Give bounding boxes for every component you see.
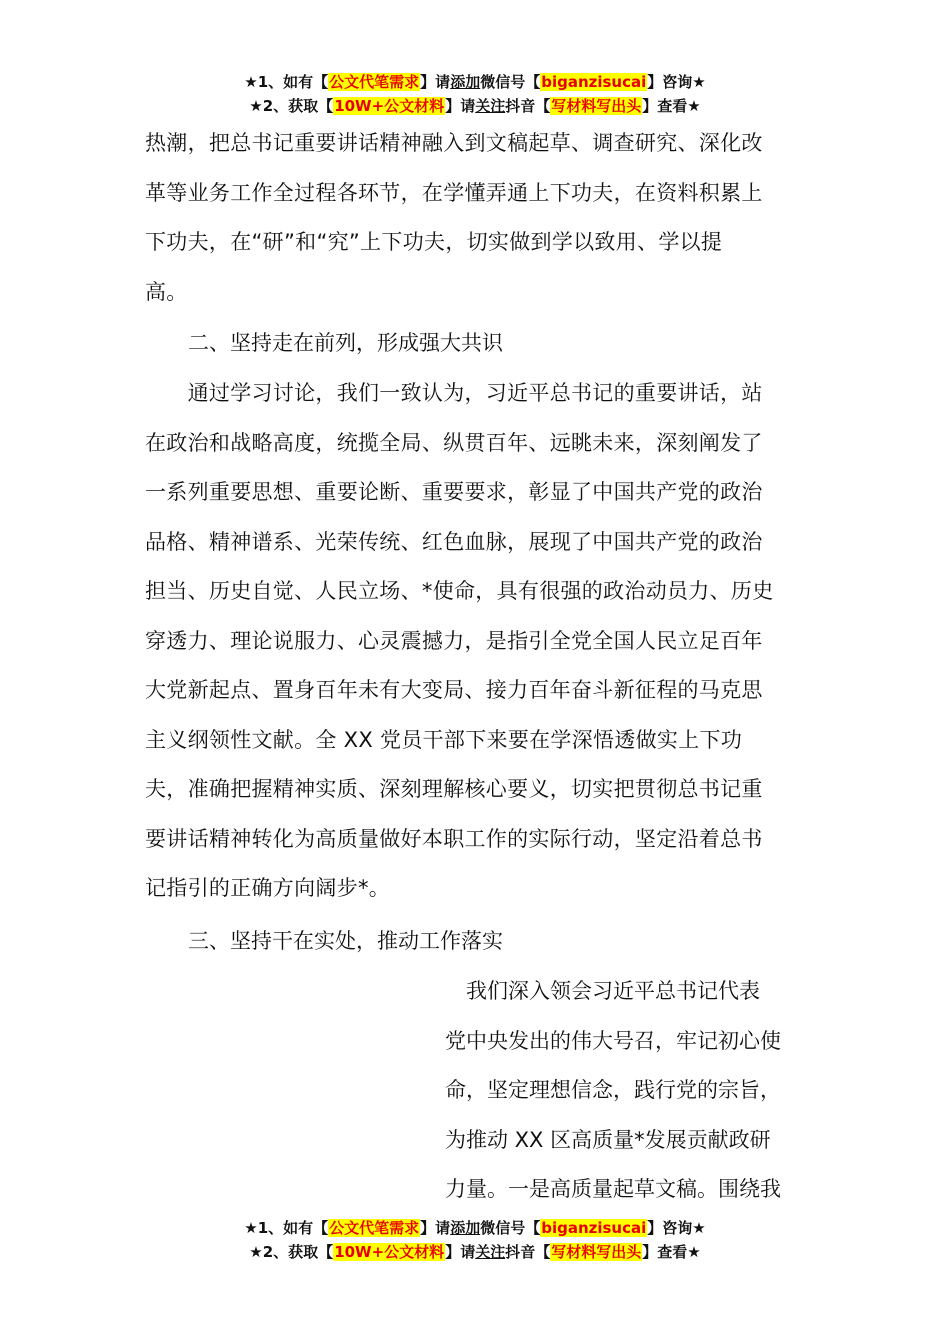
banner-text: 微信号【 xyxy=(480,1219,541,1237)
banner-highlight: 公文代笔需求 xyxy=(329,1219,420,1237)
section-heading-2: 二、坚持走在前列，形成强大共识 xyxy=(188,331,503,355)
banner-highlight: 写材料写出头 xyxy=(551,97,642,115)
text-line: 穿透力、理论说服力、心灵震撼力，是指引全党全国人民立足百年 xyxy=(145,628,763,653)
banner-line-2 xyxy=(0,94,950,118)
paragraph-2 xyxy=(145,369,805,914)
text-line: 记指引的正确方向阔步*。 xyxy=(145,876,391,900)
banner-highlight: 公文代笔需求 xyxy=(329,73,420,91)
bottom-banner xyxy=(0,1216,950,1264)
text-line: 大党新起点、置身百年未有大变局、接力百年奋斗新征程的马克思 xyxy=(145,678,763,702)
banner-underline: 关注 xyxy=(475,97,506,115)
banner-highlight: 10W+公文材料 xyxy=(334,1243,445,1261)
banner-line-1 xyxy=(0,1216,950,1240)
text-line: 担当、历史自觉、人民立场、*使命，具有很强的政治动员力、历史 xyxy=(145,579,774,603)
text-line: 高。 xyxy=(145,279,188,304)
paragraph-1 xyxy=(145,119,805,317)
paragraph-3 xyxy=(445,967,805,1215)
banner-text: 】请 xyxy=(445,1243,476,1261)
banner-text: ★1、如有【 xyxy=(244,1219,329,1237)
banner-text: 】请 xyxy=(420,73,451,91)
text-line: 品格、精神谱系、光荣传统、红色血脉，展现了中国共产党的政治 xyxy=(145,529,763,554)
text-line: 下功夫，在“研”和“究”上下功夫，切实做到学以致用、学以提 xyxy=(145,230,723,254)
text-line: 通过学习讨论，我们一致认为，习近平总书记的重要讲话，站 xyxy=(145,381,763,405)
text-line: 我们深入领会习近平总书记代表 xyxy=(445,979,760,1003)
banner-highlight: biganzisucai xyxy=(541,1219,647,1237)
banner-highlight: 10W+公文材料 xyxy=(334,97,445,115)
text-line: 党中央发出的伟大号召，牢记初心使 xyxy=(445,1028,781,1053)
banner-line-1 xyxy=(0,70,950,94)
banner-text: 】请 xyxy=(420,1219,451,1237)
banner-text: 】咨询★ xyxy=(647,73,706,91)
text-line: 主义纲领性文献。全 XX 党员干部下来要在学深悟透做实上下功 xyxy=(145,727,743,752)
banner-text: ★2、获取【 xyxy=(249,1243,334,1261)
text-line: 革等业务工作全过程各环节，在学懂弄通上下功夫，在资料积累上 xyxy=(145,180,763,205)
top-banner xyxy=(0,70,950,118)
text-line: 热潮，把总书记重要讲话精神融入到文稿起草、调查研究、深化改 xyxy=(145,131,763,155)
banner-underline: 关注 xyxy=(475,1243,506,1261)
text-line: 在政治和战略高度，统揽全局、纵贯百年、远眺未来，深刻阐发了 xyxy=(145,430,763,455)
banner-text: 抖音【 xyxy=(505,1243,551,1261)
banner-underline: 添加 xyxy=(450,1219,481,1237)
banner-text: ★1、如有【 xyxy=(244,73,329,91)
text-line: 要讲话精神转化为高质量做好本职工作的实际行动，坚定沿着总书 xyxy=(145,826,763,851)
text-line: 一系列重要思想、重要论断、重要要求，彰显了中国共产党的政治 xyxy=(145,480,763,504)
banner-text: 微信号【 xyxy=(480,73,541,91)
text-line: 力量。一是高质量起草文稿。围绕我 xyxy=(445,1177,781,1201)
text-line: 夫，准确把握精神实质、深刻理解核心要义，切实把贯彻总书记重 xyxy=(145,777,763,801)
banner-highlight: biganzisucai xyxy=(541,73,647,91)
banner-text: 】查看★ xyxy=(642,1243,701,1261)
banner-underline: 添加 xyxy=(450,73,481,91)
banner-text: 抖音【 xyxy=(505,97,551,115)
banner-text: 】查看★ xyxy=(642,97,701,115)
text-line: 命，坚定理想信念，践行党的宗旨， xyxy=(445,1078,781,1102)
text-line: 为推动 XX 区高质量*发展贡献政研 xyxy=(445,1127,771,1152)
banner-text: 】请 xyxy=(445,97,476,115)
banner-text: ★2、获取【 xyxy=(249,97,334,115)
banner-line-2 xyxy=(0,1240,950,1264)
banner-text: 】咨询★ xyxy=(647,1219,706,1237)
section-heading-3: 三、坚持干在实处，推动工作落实 xyxy=(188,929,503,953)
banner-highlight: 写材料写出头 xyxy=(551,1243,642,1261)
